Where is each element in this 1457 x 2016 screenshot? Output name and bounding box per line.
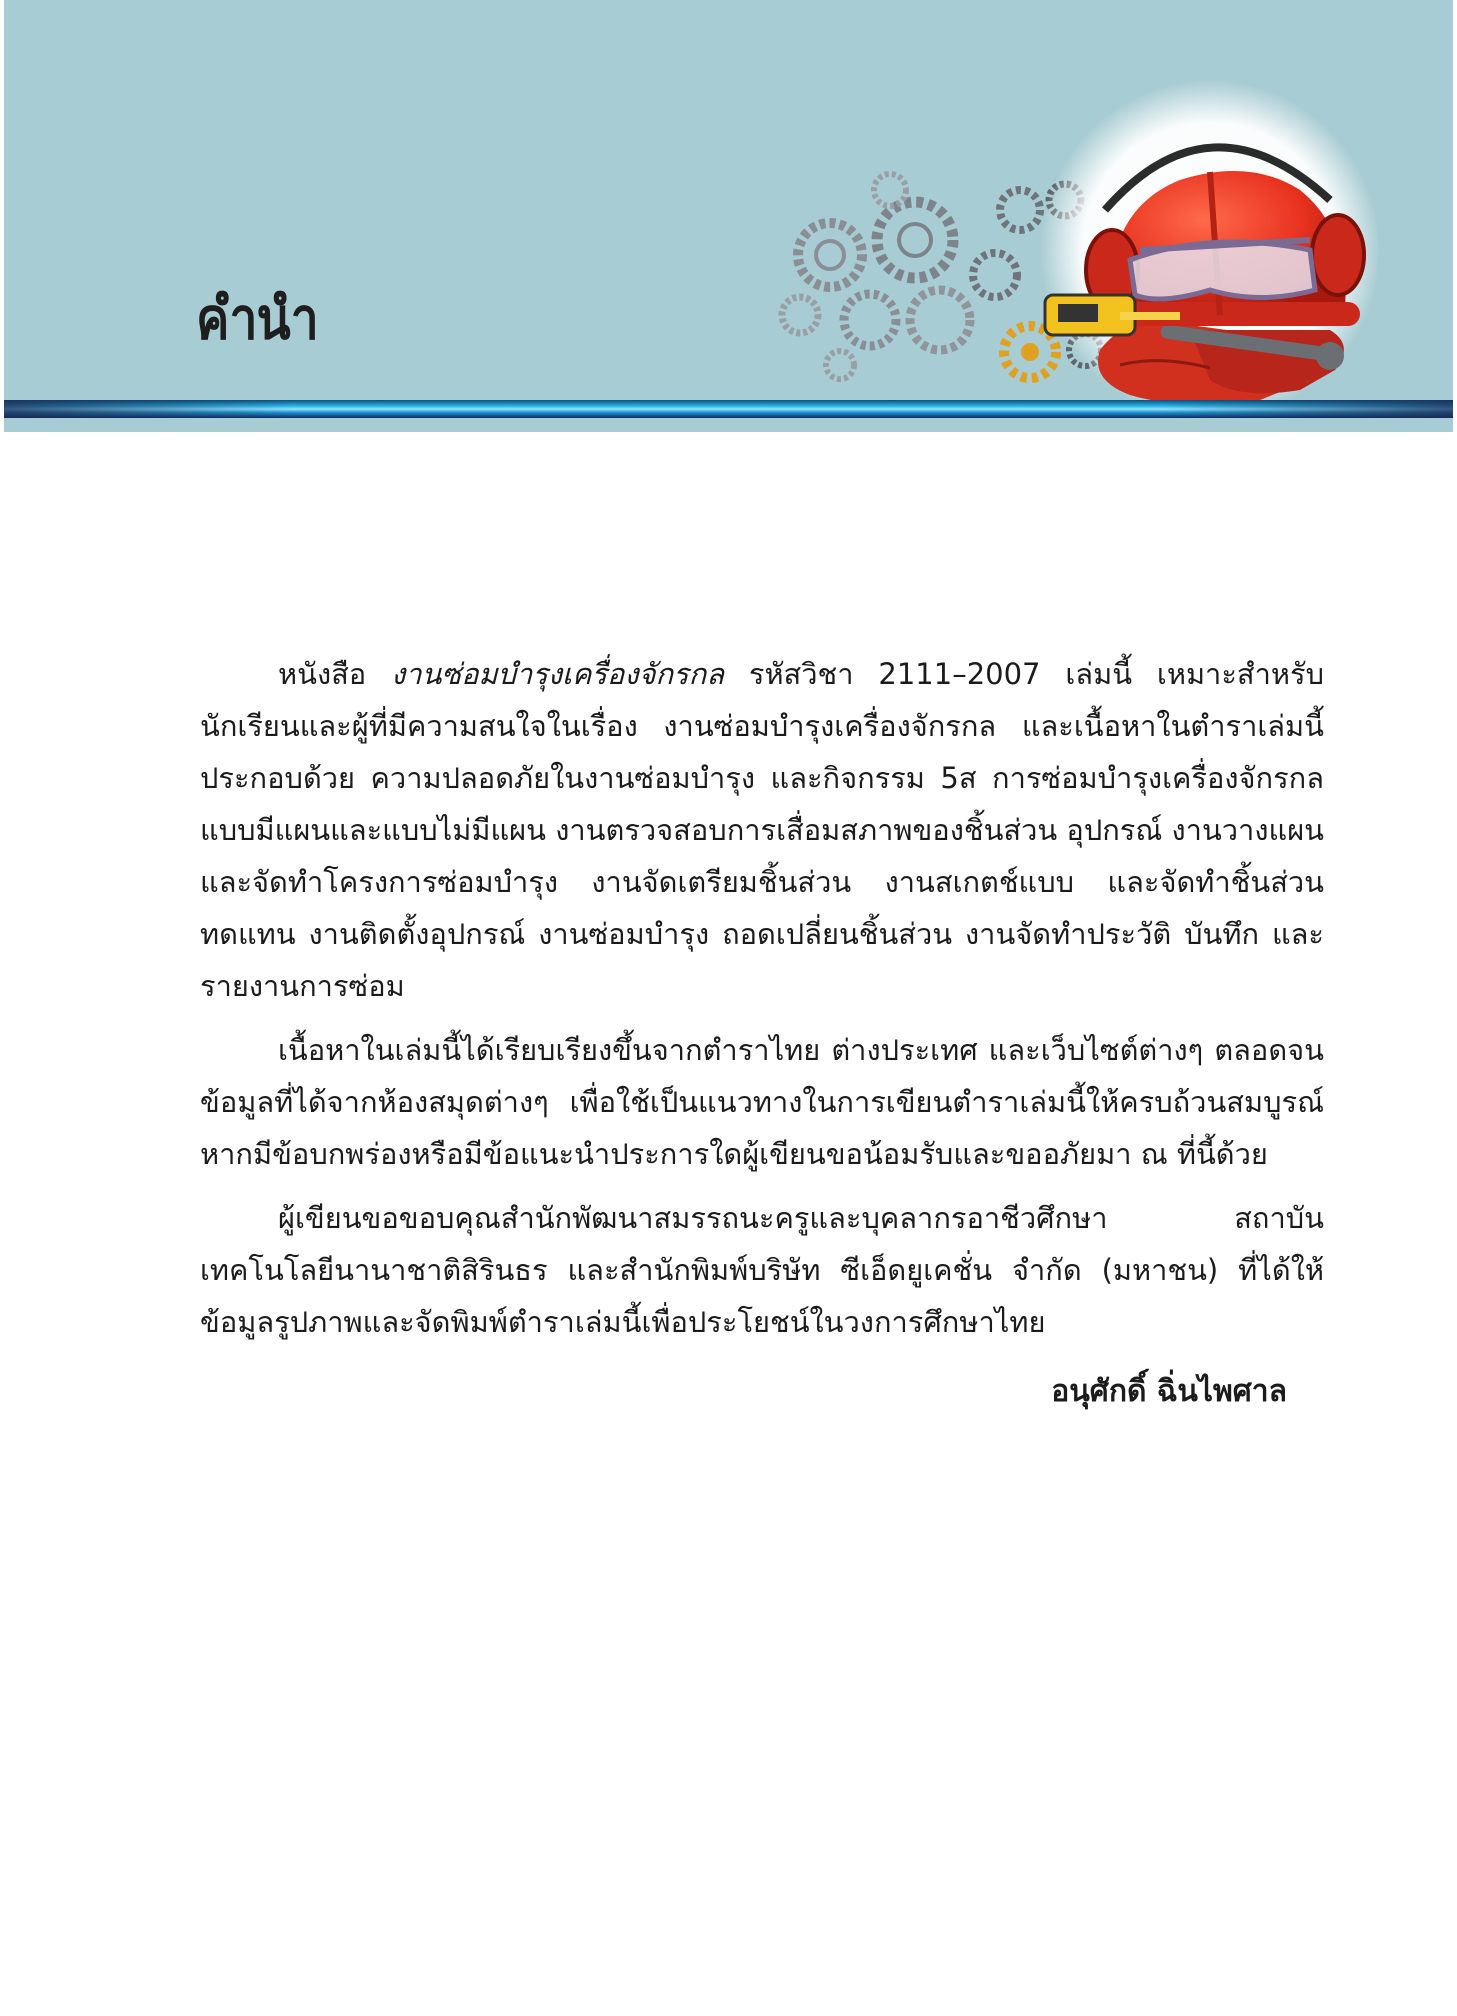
book-title: งานซ่อมบำรุงเครื่องจักรกล bbox=[391, 657, 724, 691]
preface-paragraph-2: เนื้อหาในเล่มนี้ได้เรียบเรียงขึ้นจากตำราไทย ต่างประเทศ และเว็บไซต์ต่างๆ ตลอดจนข้อมูลที่ได้จากห้องสมุดต่างๆ เพื่อใช้เป็นแนวทางในการเขียนตำราเล่มนี้ให้ครบถ้วนสมบูรณ์ หากมีข้อบกพร่องหรือมีข้อแนะนำประการใดผู้เขียนขอน้อมรับและขออภัยมา ณ ที่นี้ด้วย bbox=[200, 1033, 1324, 1171]
author-signature: อนุศักดิ์ ฉิ่นไพศาล bbox=[1051, 1374, 1287, 1409]
safety-equipment-illustration bbox=[740, 80, 1380, 420]
preface-paragraph-3: ผู้เขียนขอขอบคุณสำนักพัฒนาสมรรถนะครูและบุคลากรอาชีวศึกษา สถาบันเทคโนโลยีนานาชาติสิรินธร และสำนักพิมพ์บริษัท ซีเอ็ดยูเคชั่น จำกัด (มหาชน) ที่ได้ให้ข้อมูลรูปภาพและจัดพิมพ์ตำราเล่มนี้เพื่อประโยชน์ในวงการศึกษาไทย bbox=[200, 1201, 1324, 1339]
preface-body bbox=[200, 648, 1324, 1360]
preface-paragraph-1 bbox=[200, 648, 1324, 1012]
page-title: คำนำ bbox=[196, 285, 318, 352]
safety-goggles-icon bbox=[1130, 240, 1315, 299]
header-divider-shade bbox=[4, 400, 1453, 418]
para1-rest: รหัสวิชา 2111–2007 เล่มนี้ เหมาะสำหรับนักเรียนและผู้ที่มีความสนใจในเรื่อง งานซ่อมบำรุงเครื่องจักรกล และเนื้อหาในตำราเล่มนี้ประกอบด้วย ความปลอดภัยในงานซ่อมบำรุง และกิจกรรม 5ส การซ่อมบำรุงเครื่องจักรกลแบบมีแผนและแบบไม่มีแผน งานตรวจสอบการเสื่อมสภาพของชิ้นส่วน อุปกรณ์ งานวางแผนและจัดทำโครงการซ่อมบำรุง งานจัดเตรียมชิ้นส่วน งานสเกตช์แบบ และจัดทำชิ้นส่วนทดแทน งานติดตั้งอุปกรณ์ งานซ่อมบำรุง ถอดเปลี่ยนชิ้นส่วน งานจัดทำประวัติ บันทึก และรายงานการซ่อม bbox=[200, 657, 1325, 1003]
para1-prefix: หนังสือ bbox=[278, 657, 392, 691]
